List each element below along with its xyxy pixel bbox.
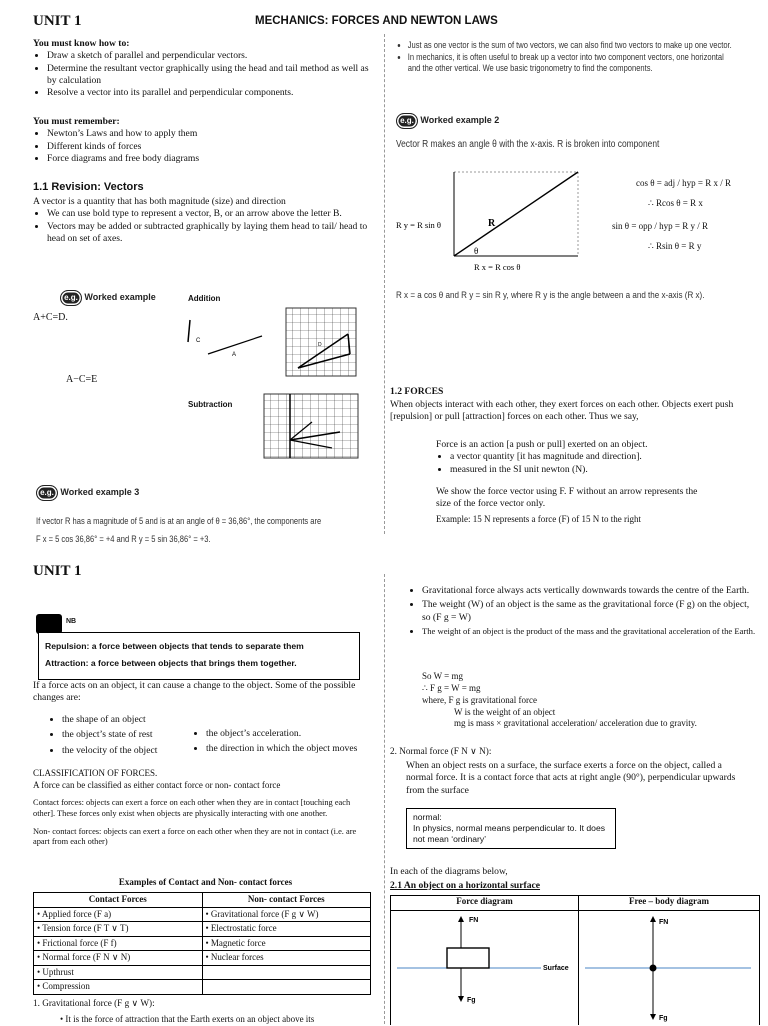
vectors-section — [33, 196, 378, 245]
gravitational-subtext: • It is the force of attraction that the Earth exerts on an object above its — [60, 1014, 315, 1024]
gravitational-section — [390, 585, 760, 637]
table-cell: Frictional force (F f) — [42, 937, 117, 948]
nb-box — [38, 632, 360, 680]
forces-heading: 1.2 FORCES — [390, 386, 444, 397]
component-line: R x = a cos θ and R y = sin R y, where R y is the angle between a and the x-axis (R x). — [396, 290, 705, 301]
table-cell: Electrostatic force — [210, 923, 277, 934]
table-caption: Examples of Contact and Non- contact forces — [118, 877, 293, 887]
table-cell: Compression — [42, 981, 90, 992]
worked-example-label: Worked example 2 — [420, 115, 500, 125]
table-cell: Applied force (F a) — [41, 908, 112, 919]
tri-theta-label: θ — [474, 246, 479, 256]
table-row: • Tension force (F T ∨ T) • Electrostatic force — [34, 922, 371, 937]
list-item: • the object’s acceleration. — [206, 728, 372, 740]
attraction-definition: Attraction: a force between objects that brings them together. — [45, 658, 297, 668]
list-item: • Resolve a vector into its parallel and perpendicular components. — [47, 87, 378, 99]
table-header: Non- contact Forces — [202, 893, 371, 908]
note-title: normal: — [413, 812, 442, 822]
list-item: • the object’s state of rest — [62, 729, 193, 741]
eg-badge-icon: e.g. — [396, 113, 418, 129]
list-item: • The weight of an object is the product of the mass and the gravitational acceleration of the Earth. — [422, 626, 760, 637]
where-line-3: mg is mass × gravitational acceleration/ acceleration due to gravity. — [454, 718, 697, 729]
weight-equation-1: So W = mg — [422, 671, 464, 681]
know-list — [33, 50, 378, 99]
vector-definition: A vector is a quantity that has both magnitude (size) and direction — [33, 196, 286, 207]
section-heading-vectors: 1.1 Revision: Vectors — [33, 181, 144, 193]
table-row: • Frictional force (F f) • Magnetic force — [34, 936, 371, 951]
classification-paragraph: A force can be classified as either contact force or non- contact force — [33, 779, 281, 790]
note-text: In physics, normal means perpendicular to. It does not mean ‘ordinary’ — [413, 823, 606, 844]
cos-equation: cos θ = adj / hyp = R x / R — [636, 178, 731, 188]
classification-heading: CLASSIFICATION OF FORCES. — [33, 768, 158, 778]
vector-a-label: A — [232, 352, 237, 358]
where-line-1: where, F g is gravitational force — [422, 695, 537, 706]
tri-left-label: R y = R sin θ — [396, 220, 441, 230]
table-cell: Upthrust — [42, 966, 74, 977]
diagram-header: Free – body diagram — [579, 896, 759, 911]
force-notation-paragraph: We show the force vector using F. F without an arrow represents the size of the force vector only. — [436, 486, 698, 510]
weight-equation-2: ∴ F g = W = mg — [422, 682, 481, 693]
classification-section — [33, 768, 368, 848]
repulsion-definition: Repulsion: a force between objects that tends to separate them — [45, 641, 304, 651]
subtraction-vector-diagram — [262, 392, 362, 462]
vector-c-label: C — [196, 338, 201, 344]
trig-equations — [612, 178, 762, 252]
list-item: • Vectors may be added or subtracted graphically by laying them head to tail/ head to head on set of axes. — [47, 221, 378, 246]
weight-equations — [422, 671, 697, 730]
vector-resolution-diagram — [396, 156, 592, 274]
table-row: • Upthrust — [34, 965, 371, 980]
table-cell: Magnetic force — [210, 937, 266, 948]
tri-r-label: R — [488, 218, 496, 229]
table-cell: Nuclear forces — [210, 952, 264, 963]
list-item: • Force diagrams and free body diagrams — [47, 153, 378, 165]
worked-example-label: Worked example 3 — [60, 487, 140, 497]
worked-example-2 — [396, 113, 499, 129]
normal-force-paragraph: When an object rests on a surface, the surface exerts a force on the object, called a normal force. It is a contact force that acts at right angle (90°), perpendicular upwards from the surface — [406, 760, 736, 796]
column-divider-bottom — [384, 574, 385, 1024]
know-section — [33, 38, 378, 99]
table-row: • Compression — [34, 980, 371, 995]
eg3-line-2: F x = 5 cos 36,86° = +4 and R y = 5 sin 36,86° = +3. — [36, 534, 211, 544]
gravitational-heading: 1. Gravitational force (F g ∨ W): — [33, 998, 155, 1008]
table-cell: Tension force (F T ∨ T) — [42, 923, 129, 934]
list-item: • the direction in which the object moves — [206, 743, 372, 755]
changes-right-column — [192, 728, 372, 756]
list-item: • Just as one vector is the sum of two vectors, we can also find two vectors to make up one vector. — [408, 40, 732, 52]
list-item: • Gravitational force always acts vertically downwards towards the centre of the Earth. — [422, 585, 760, 597]
noncontact-paragraph: Non- contact forces: objects can exert a force on each other when they are not in contact (i.e. are apart from each other) — [33, 826, 357, 847]
list-item: • a vector quantity [it has magnitude and direction]. — [450, 451, 736, 463]
diagram-header: Force diagram — [391, 896, 579, 911]
worked-example-label: Worked example — [84, 292, 156, 302]
nb-label: NB — [66, 618, 77, 625]
fn-label: FN — [659, 919, 669, 926]
normal-note-box — [406, 808, 616, 849]
remember-list — [33, 128, 378, 165]
vector-d-label: D — [318, 342, 322, 348]
worked-example-3 — [36, 485, 139, 501]
forces-table — [33, 892, 371, 995]
unit-label-2: UNIT 1 — [33, 563, 82, 579]
force-properties-list — [436, 451, 736, 476]
subtraction-label: Subtraction — [188, 400, 233, 409]
tri-bottom-label: R x = R cos θ — [474, 262, 521, 272]
change-paragraph: If a force acts on an object, it can cause a change to the object. Some of the possible changes are: — [33, 680, 356, 704]
list-item: • We can use bold type to represent a vector, B, or an arrow above the letter B. — [47, 208, 378, 220]
list-item: • Newton’s Laws and how to apply them — [47, 128, 378, 140]
decomposition-section — [396, 40, 732, 75]
sin-result: ∴ Rsin θ = R y — [648, 240, 702, 251]
sin-equation: sin θ = opp / hyp = R y / R — [612, 221, 708, 232]
know-heading: You must know how to: — [33, 38, 130, 49]
changes-left-list — [48, 714, 193, 757]
equation-subtraction: A−C=E — [66, 374, 98, 385]
forces-paragraph: When objects interact with each other, they exert forces on each other. Objects exert push [repulsion] or pull [attraction] forces on each other. Thus we say, — [390, 399, 734, 423]
table-row: • Normal force (F N ∨ N) • Nuclear forces — [34, 951, 371, 966]
vector-list — [33, 208, 378, 245]
eg3-line-1: If vector R has a magnitude of 5 and is at an angle of θ = 36,86°, the components are — [36, 516, 322, 526]
normal-force-heading: 2. Normal force (F N ∨ N): — [390, 746, 492, 756]
equation-addition: A+C=D. — [33, 312, 68, 323]
remember-section — [33, 116, 378, 165]
diagram-table — [390, 895, 760, 1025]
surface-label: Surface — [543, 965, 569, 972]
table-cell: Gravitational force (F g ∨ W) — [210, 908, 319, 919]
changes-right-list — [192, 728, 372, 756]
nb-icon — [36, 614, 77, 634]
list-item: • Determine the resultant vector graphically using the head and tail method as well as by calculation — [47, 63, 378, 88]
where-line-2: W is the weight of an object — [454, 706, 556, 717]
gravitational-list — [390, 585, 760, 637]
changes-left-column — [48, 714, 193, 757]
list-item: • the velocity of the object — [62, 745, 193, 757]
force-diagram — [391, 910, 578, 1025]
list-item: • Draw a sketch of parallel and perpendicular vectors. — [47, 50, 378, 62]
table-cell: Normal force (F N ∨ N) — [42, 952, 131, 963]
diagrams-intro: In each of the diagrams below, — [390, 866, 508, 877]
fn-label: FN — [469, 917, 479, 924]
list-item: • Different kinds of forces — [47, 141, 378, 153]
cos-result: ∴ Rcos θ = R x — [648, 197, 703, 208]
force-definition: Force is an action [a push or pull] exerted on an object. — [436, 439, 648, 450]
page-title: MECHANICS: FORCES AND NEWTON LAWS — [255, 15, 498, 27]
free-body-diagram — [579, 910, 759, 1025]
addition-vector-diagram — [180, 306, 380, 378]
remember-heading: You must remember: — [33, 116, 120, 127]
decomposition-list — [396, 40, 732, 75]
force-example: Example: 15 N represents a force (F) of 15 N to the right — [436, 514, 641, 524]
column-divider-top — [384, 34, 385, 534]
force-definition-block — [436, 439, 736, 476]
table-row: • Applied force (F a) • Gravitational force (F g ∨ W) — [34, 907, 371, 922]
list-item: • the shape of an object — [62, 714, 193, 726]
list-item: • The weight (W) of an object is the same as the gravitational force (F g) on the object, so (F g = W) — [422, 599, 760, 624]
addition-label: Addition — [188, 294, 221, 303]
contact-paragraph: Contact forces: objects can exert a force on each other when they are in contact [touching each other]. These forces only exist when objects are physically interacting with one another. — [33, 798, 351, 818]
fg-label: Fg — [467, 997, 476, 1004]
eg2-line: Vector R makes an angle θ with the x-axis. R is broken into component — [396, 139, 660, 150]
eg-badge-icon: e.g. — [60, 290, 82, 306]
table-header: Contact Forces — [34, 893, 203, 908]
list-item: • In mechanics, it is often useful to break up a vector into two component vectors, one horizontal and the other vertical. We use basic trigonometry to find the components. — [408, 52, 732, 75]
unit-label: UNIT 1 — [33, 13, 82, 29]
worked-example-1 — [60, 290, 156, 306]
eg-badge-icon: e.g. — [36, 485, 58, 501]
sub-heading-horizontal-surface: 2.1 An object on a horizontal surface — [390, 880, 541, 891]
list-item: • measured in the SI unit newton (N). — [450, 464, 736, 476]
fg-label: Fg — [659, 1015, 668, 1022]
